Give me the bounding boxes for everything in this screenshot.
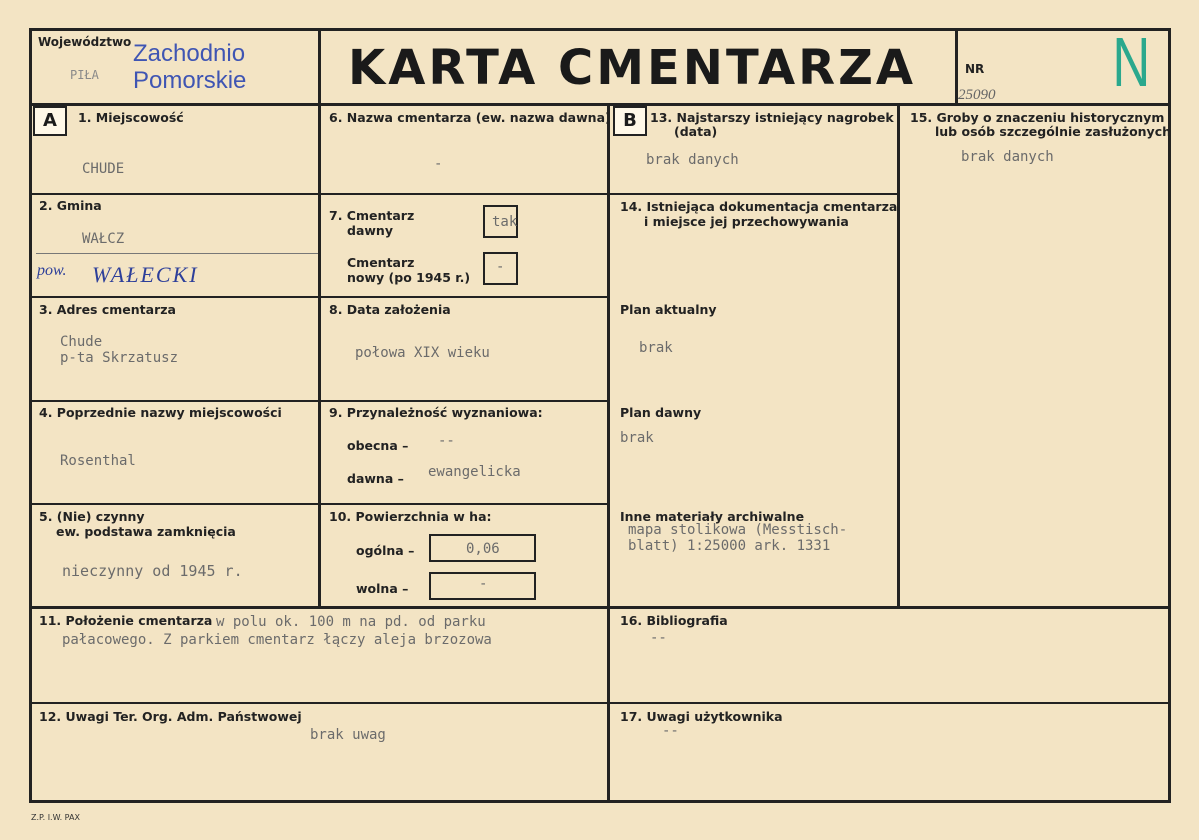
row-divider-c2-2 [320, 296, 608, 298]
frame-top [29, 28, 1171, 31]
field-2-value: WAŁCZ [82, 231, 125, 247]
field-4-value: Rosenthal [60, 453, 136, 469]
field-14-label-line1: 14. Istniejąca dokumentacja cmentarza [620, 199, 898, 214]
field-13-value: brak danych [646, 152, 739, 168]
frame-right [1168, 28, 1171, 803]
header-bottom [29, 103, 1171, 106]
field-13-label-line2: (data) [674, 124, 718, 139]
section-a-badge: A [33, 106, 67, 136]
field-7-nowy-line2: nowy (po 1945 r.) [347, 270, 471, 285]
field-11-value-line1: w polu ok. 100 m na pd. od parku [216, 614, 486, 630]
letter-n-mark: N [1112, 23, 1151, 101]
field-9-label: 9. Przynależność wyznaniowa: [329, 405, 543, 420]
field-10-wolna-label: wolna – [356, 581, 409, 596]
field-2-handwritten-prefix: pow. [37, 262, 67, 279]
field-14-plan-dawny-label: Plan dawny [620, 405, 702, 420]
field-9-obecna-value: -- [438, 433, 455, 449]
row-divider-c2-4 [320, 503, 608, 505]
field-10-ogolna-value: 0,06 [466, 541, 500, 557]
field-7-dawny-line2: dawny [347, 223, 393, 238]
field-3-value-line2: p-ta Skrzatusz [60, 350, 179, 366]
row-divider-lower [29, 702, 1171, 704]
printer-imprint: Z.P. I.W. PAX [31, 813, 80, 822]
frame-bottom [29, 800, 1171, 803]
field-12-value: brak uwag [310, 727, 386, 743]
col-divider-1 [318, 103, 321, 608]
field-7-dawny-line1: 7. Cmentarz [329, 208, 415, 223]
row-divider-c2-3 [320, 400, 608, 402]
field-17-value: -- [662, 723, 679, 739]
row-divider-c1-2 [29, 296, 319, 298]
field-3-label: 3. Adres cmentarza [39, 302, 176, 317]
field-15-value: brak danych [961, 149, 1054, 165]
field-1-label: 1. Miejscowość [78, 110, 184, 125]
field-14-plan-aktualny-label: Plan aktualny [620, 302, 717, 317]
stamp-prefix: PIŁA [70, 68, 99, 82]
row-divider-c1-4 [29, 503, 319, 505]
field-1-value: CHUDE [82, 161, 125, 177]
row-divider-c3-1 [609, 193, 899, 195]
field-14-inne-label: Inne materiały archiwalne [620, 509, 805, 524]
field-15-label-line1: 15. Groby o znaczeniu historycznym [910, 110, 1165, 125]
field-15-label-line2: lub osób szczególnie zasłużonych [935, 124, 1172, 139]
section-b-badge: B [613, 106, 647, 136]
field-14-plan-dawny-value: brak [620, 430, 654, 446]
field-5-label-line1: 5. (Nie) czynny [39, 509, 145, 524]
row-divider-main [29, 606, 1171, 609]
field-14-plan-aktualny-value: brak [639, 340, 673, 356]
field-6-label: 6. Nazwa cmentarza (ew. nazwa dawna) [329, 110, 611, 125]
field-8-label: 8. Data założenia [329, 302, 451, 317]
card-title: KARTA CMENTARZA [348, 40, 917, 96]
voivodeship-stamp-line2: Pomorskie [133, 67, 247, 94]
field-5-value: nieczynny od 1945 r. [62, 562, 243, 580]
nr-value: 25090 [958, 87, 996, 103]
field-7-dawny-value: tak [492, 214, 518, 230]
field-4-label: 4. Poprzednie nazwy miejscowości [39, 405, 282, 420]
field-10-wolna-value: - [479, 576, 488, 592]
field-12-label: 12. Uwagi Ter. Org. Adm. Państwowej [39, 709, 302, 724]
header-divider-1 [318, 28, 321, 104]
row-divider-c1-3 [29, 400, 319, 402]
nr-label: NR [965, 62, 985, 76]
field-9-dawna-value: ewangelicka [428, 464, 521, 480]
row-divider-c1-1 [29, 193, 319, 195]
field-16-label: 16. Bibliografia [620, 613, 728, 628]
field-14-inne-value-line2: blatt) 1:25000 ark. 1331 [628, 538, 831, 554]
field-7-nowy-line1: Cmentarz [347, 255, 415, 270]
field-7-nowy-value: - [496, 259, 505, 275]
field-11-label: 11. Położenie cmentarza [39, 613, 213, 628]
gmina-underline [36, 253, 318, 254]
field-8-value: połowa XIX wieku [355, 345, 490, 361]
field-2-handwritten-value: WAŁECKI [92, 262, 199, 287]
field-11-value-line2: pałacowego. Z parkiem cmentarz łączy aleja brzozowa [62, 632, 492, 648]
field-6-value: - [434, 156, 443, 172]
field-5-label-line2: ew. podstawa zamknięcia [56, 524, 236, 539]
col-divider-3 [897, 103, 900, 608]
field-14-inne-value-line1: mapa stolikowa (Messtisch- [628, 522, 848, 538]
field-2-label: 2. Gmina [39, 198, 102, 213]
field-9-dawna-label: dawna – [347, 471, 404, 486]
frame-left [29, 28, 32, 803]
field-16-value: -- [650, 630, 667, 646]
wojewodztwo-label: Województwo [38, 35, 132, 49]
field-9-obecna-label: obecna – [347, 438, 409, 453]
col-divider-2 [607, 103, 610, 803]
field-10-ogolna-label: ogólna – [356, 543, 415, 558]
field-13-label-line1: 13. Najstarszy istniejący nagrobek [650, 110, 894, 125]
field-17-label: 17. Uwagi użytkownika [620, 709, 783, 724]
field-10-label: 10. Powierzchnia w ha: [329, 509, 492, 524]
field-14-label-line2: i miejsce jej przechowywania [644, 214, 849, 229]
voivodeship-stamp-line1: Zachodnio [133, 40, 246, 67]
field-3-value-line1: Chude [60, 334, 103, 350]
row-divider-c2-1 [320, 193, 608, 195]
